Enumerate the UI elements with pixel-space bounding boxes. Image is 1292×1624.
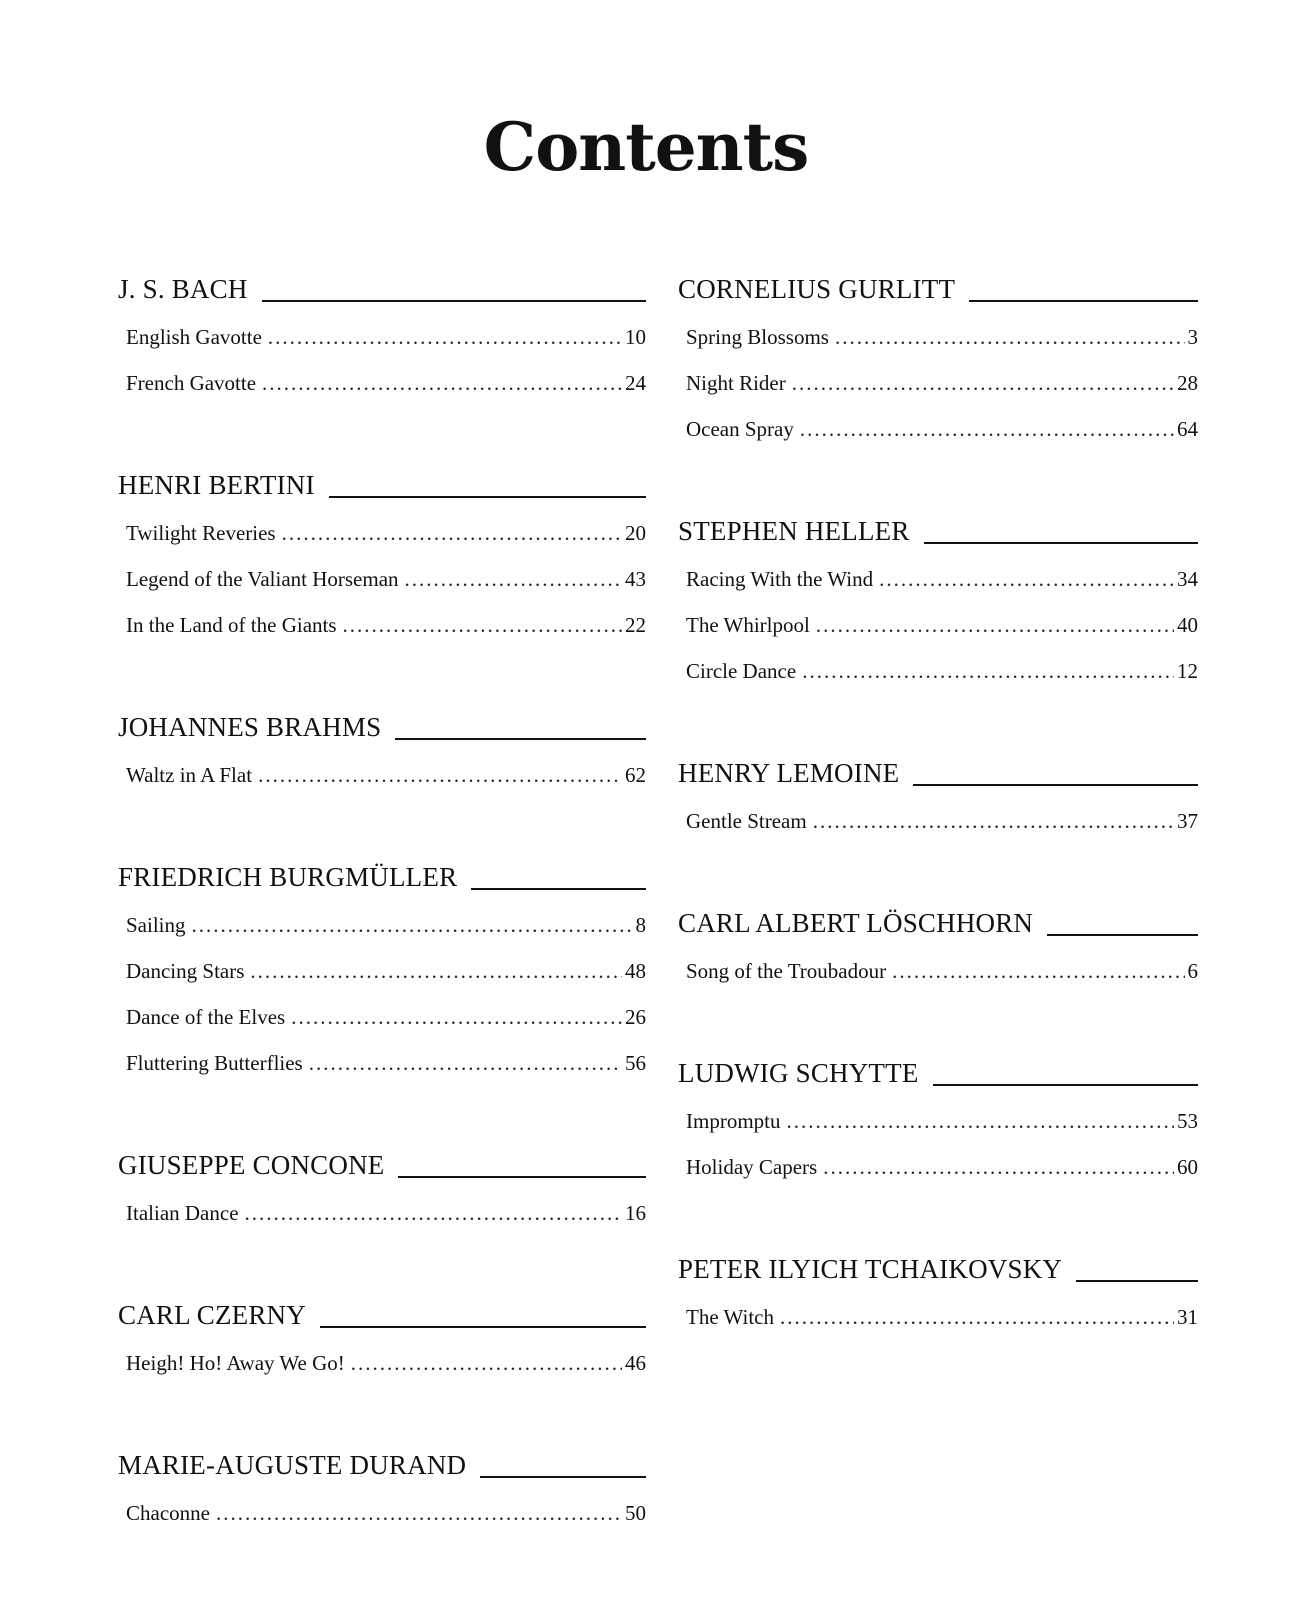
composer-name: CARL CZERNY [118,1300,306,1330]
dot-leader [405,556,622,602]
page-number: 37 [1177,809,1198,833]
composer-heading [678,754,1198,788]
toc-entry [118,1340,646,1386]
dot-leader [802,648,1174,694]
dot-leader [245,1190,622,1236]
toc-entry [118,556,646,602]
composer-name: MARIE-AUGUSTE DURAND [118,1450,467,1480]
piece-title: The Whirlpool [686,613,810,637]
toc-entry [118,902,646,948]
composer-name: PETER ILYICH TCHAIKOVSKY [678,1254,1063,1284]
page-number: 64 [1177,417,1198,441]
composer-name: J. S. BACH [118,274,248,304]
piece-title: Circle Dance [686,659,797,683]
dot-leader [268,314,622,360]
composer-section-j-s-bach [118,270,646,406]
dot-leader [309,1040,622,1086]
dot-leader [800,406,1174,452]
piece-title: Gentle Stream [686,809,807,833]
dot-leader [823,1144,1174,1190]
piece-title: Fluttering Butterflies [126,1051,303,1075]
toc-entry [678,556,1198,602]
composer-name: CARL ALBERT LÖSCHHORN [678,908,1034,938]
dot-leader [343,602,622,648]
composer-name: CORNELIUS GURLITT [678,274,956,304]
page-number: 34 [1177,567,1198,591]
piece-title: Heigh! Ho! Away We Go! [126,1351,345,1375]
composer-name: FRIEDRICH BURGMÜLLER [118,862,458,892]
piece-title: Twilight Reveries [126,521,276,545]
piece-title: Holiday Capers [686,1155,818,1179]
composer-underline-rule [395,738,646,740]
dot-leader [835,314,1185,360]
piece-title: Waltz in A Flat [126,763,253,787]
piece-title: French Gavotte [126,371,257,395]
dot-leader [787,1098,1175,1144]
page-number: 16 [625,1201,646,1225]
composer-heading [118,858,646,892]
composer-section-carl-albert-loschhorn [678,904,1198,994]
toc-entry [678,1294,1198,1340]
toc-entry [678,314,1198,360]
composer-underline-rule [913,784,1198,786]
composer-section-giuseppe-concone [118,1146,646,1236]
dot-leader [216,1490,622,1536]
composer-name: HENRI BERTINI [118,470,315,500]
composer-underline-rule [329,496,646,498]
composer-heading [678,1054,1198,1088]
dot-leader [780,1294,1174,1340]
toc-entry [118,314,646,360]
toc-entry [678,602,1198,648]
toc-entry [118,510,646,556]
composer-section-stephen-heller [678,512,1198,694]
composer-name: HENRY LEMOINE [678,758,900,788]
piece-title: Ocean Spray [686,417,794,441]
composer-underline-rule [320,1326,646,1328]
composer-underline-rule [471,888,646,890]
piece-title: Spring Blossoms [686,325,829,349]
page-title: Contents [483,108,809,186]
dot-leader [813,798,1174,844]
composer-section-friedrich-burgmuller [118,858,646,1086]
dot-leader [792,360,1174,406]
toc-entry [118,360,646,406]
dot-leader [250,948,622,994]
toc-entry [118,752,646,798]
composer-section-cornelius-gurlitt [678,270,1198,452]
page-number: 3 [1187,325,1198,349]
composer-underline-rule [1076,1280,1198,1282]
dot-leader [192,902,633,948]
page-number: 6 [1187,959,1198,983]
page-number: 48 [625,959,646,983]
composer-heading [678,904,1198,938]
composer-underline-rule [969,300,1198,302]
piece-title: Impromptu [686,1109,781,1133]
composer-heading [118,466,646,500]
dot-leader [892,948,1184,994]
toc-entry [678,360,1198,406]
composer-heading [118,1146,646,1180]
toc-entry [678,648,1198,694]
composer-underline-rule [262,300,646,302]
composer-name: JOHANNES BRAHMS [118,712,382,742]
composer-name: STEPHEN HELLER [678,516,910,546]
composer-heading [118,270,646,304]
piece-title: Chaconne [126,1501,210,1525]
page-number: 46 [625,1351,646,1375]
piece-title: Dancing Stars [126,959,245,983]
page-number: 60 [1177,1155,1198,1179]
composer-heading [118,1446,646,1480]
composer-underline-rule [398,1176,646,1178]
composer-name: GIUSEPPE CONCONE [118,1150,385,1180]
piece-title: English Gavotte [126,325,262,349]
page-number: 62 [625,763,646,787]
composer-heading [118,1296,646,1330]
page-number: 43 [625,567,646,591]
toc-entry [678,1144,1198,1190]
piece-title: Legend of the Valiant Horseman [126,567,399,591]
composer-section-marie-auguste-durand [118,1446,646,1536]
composer-underline-rule [933,1084,1198,1086]
page-number: 22 [625,613,646,637]
toc-entry [118,994,646,1040]
page-number: 26 [625,1005,646,1029]
composer-section-peter-ilyich-tchaikovsky [678,1250,1198,1340]
page-number: 40 [1177,613,1198,637]
page-number: 53 [1177,1109,1198,1133]
page-number: 56 [625,1051,646,1075]
composer-section-ludwig-schytte [678,1054,1198,1190]
dot-leader [282,510,622,556]
piece-title: Italian Dance [126,1201,239,1225]
page-number: 31 [1177,1305,1198,1329]
dot-leader [351,1340,622,1386]
toc-entry [678,948,1198,994]
left-column [118,270,646,1596]
composer-heading [678,512,1198,546]
page-number: 50 [625,1501,646,1525]
piece-title: Sailing [126,913,186,937]
composer-name: LUDWIG SCHYTTE [678,1058,919,1088]
toc-entry [118,1190,646,1236]
dot-leader [879,556,1174,602]
page-number: 8 [635,913,646,937]
toc-entry [118,1490,646,1536]
dot-leader [262,360,622,406]
toc-entry [118,602,646,648]
composer-heading [678,1250,1198,1284]
composer-section-johannes-brahms [118,708,646,798]
dot-leader [258,752,622,798]
dot-leader [291,994,622,1040]
composer-heading [118,708,646,742]
piece-title: The Witch [686,1305,774,1329]
composer-section-carl-czerny [118,1296,646,1386]
piece-title: In the Land of the Giants [126,613,337,637]
toc-entry [678,798,1198,844]
page-number: 20 [625,521,646,545]
page-number: 10 [625,325,646,349]
composer-underline-rule [924,542,1198,544]
page-number: 12 [1177,659,1198,683]
piece-title: Night Rider [686,371,786,395]
piece-title: Racing With the Wind [686,567,874,591]
composer-underline-rule [480,1476,646,1478]
toc-entry [678,1098,1198,1144]
page-number: 24 [625,371,646,395]
toc-entry [678,406,1198,452]
page-number: 28 [1177,371,1198,395]
toc-entry [118,948,646,994]
composer-section-henri-bertini [118,466,646,648]
composer-section-henry-lemoine [678,754,1198,844]
dot-leader [816,602,1174,648]
piece-title: Song of the Troubadour [686,959,887,983]
right-column [678,270,1198,1400]
composer-underline-rule [1047,934,1198,936]
toc-entry [118,1040,646,1086]
piece-title: Dance of the Elves [126,1005,286,1029]
composer-heading [678,270,1198,304]
